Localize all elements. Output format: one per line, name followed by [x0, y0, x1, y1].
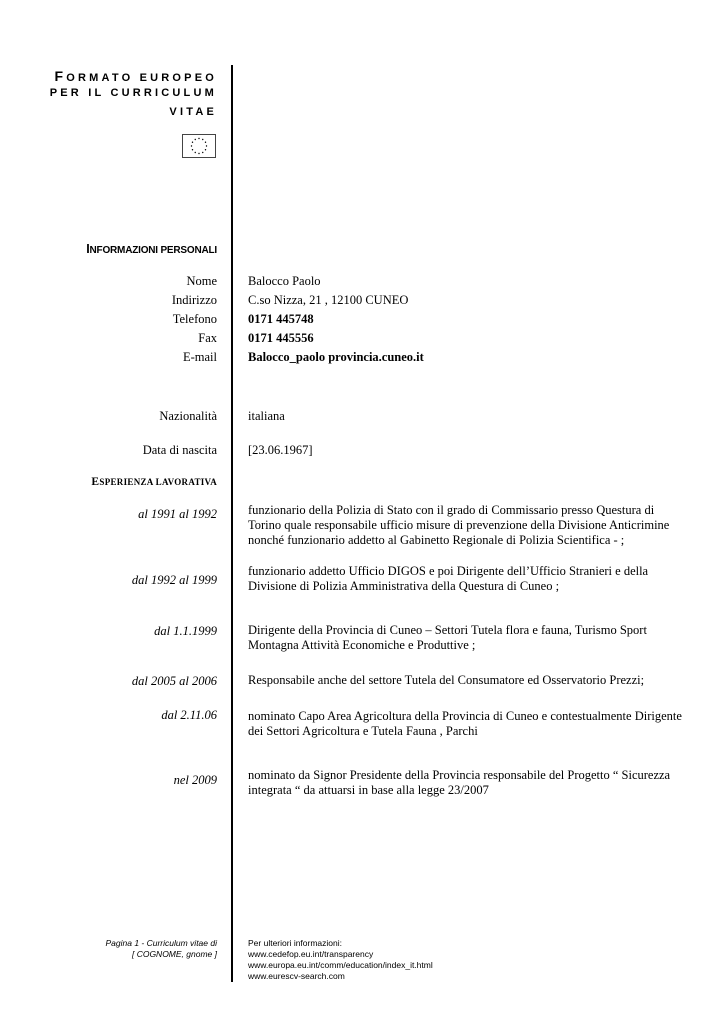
section-work-experience: ESPERIENZA LAVORATIVA [91, 476, 217, 488]
footer-link-europa[interactable]: www.europa.eu.int/comm/education/index_it.html [248, 960, 433, 970]
value-nazionalita: italiana [248, 409, 285, 423]
eu-star-icon [192, 142, 193, 143]
label-data-nascita: Data di nascita [142, 443, 217, 457]
label-email: E-mail [182, 350, 217, 364]
eu-star-icon [198, 138, 199, 139]
eu-star-icon [195, 139, 196, 140]
experience-description: funzionario addetto Ufficio DIGOS e poi Dirigente dell’Ufficio Stranieri e della Divisione di Polizia Amministrativa della Questura di Cuneo ; [248, 564, 649, 593]
footer-links [248, 938, 433, 982]
cv-title-line-3: VITAE [169, 106, 217, 118]
footer-name-placeholder: [ COGNOME, gnome ] [131, 949, 217, 959]
eu-star-icon [198, 153, 199, 154]
footer-page-info [106, 938, 218, 960]
experience-period: nel 2009 [173, 773, 217, 787]
experience-description: funzionario della Polizia di Stato con il grado di Commissario presso Questura di Torino quale responsabile ufficio misure di prevenzione della Divisione Anticrimine nonché funzionario addetto al Gabinetto Regionale di Polizia Scientifica - ; [248, 503, 670, 547]
experience-description: Responsabile anche del settore Tutela del Consumatore ed Osservatorio Prezzi; [248, 673, 645, 687]
eu-star-icon [192, 149, 193, 150]
eu-flag-logo [182, 134, 216, 158]
experience-period: dal 1.1.1999 [154, 624, 217, 638]
eu-star-icon [205, 142, 206, 143]
experience-period: dal 2005 al 2006 [131, 674, 217, 688]
value-indirizzo: C.so Nizza, 21 , 12100 CUNEO [248, 293, 409, 307]
experience-period: al 1991 al 1992 [138, 507, 217, 521]
section-personal-info: INFORMAZIONI PERSONALI [86, 242, 217, 256]
footer-link-cedefop[interactable]: www.cedefop.eu.int/transparency [248, 949, 374, 959]
value-email: Balocco_paolo provincia.cuneo.it [248, 350, 424, 364]
experience-description: nominato da Signor Presidente della Provincia responsabile del Progetto “ Sicurezza integrata “ da attuarsi in base alla legge 23/2007 [248, 768, 671, 797]
eu-star-icon [205, 149, 206, 150]
eu-star-icon [206, 145, 207, 146]
eu-stars-icon [183, 135, 215, 157]
footer-page-label: Pagina 1 - Curriculum vitae di [105, 938, 217, 948]
eu-star-icon [202, 152, 203, 153]
label-nazionalita: Nazionalità [159, 409, 217, 423]
experience-description: nominato Capo Area Agricoltura della Provincia di Cuneo e contestualmente Dirigente dei Settori Agricoltura e Tutela Fauna , Parchi [248, 709, 682, 738]
cv-title-line-1: FORMATO EUROPEO [54, 68, 217, 84]
eu-star-icon [191, 145, 192, 146]
vertical-divider [231, 65, 233, 982]
experience-period: dal 1992 al 1999 [131, 573, 217, 587]
footer-link-eurescv[interactable]: www.eurescv-search.com [248, 971, 345, 981]
label-nome: Nome [186, 274, 217, 288]
eu-star-icon [202, 139, 203, 140]
value-fax: 0171 445556 [248, 331, 314, 345]
experience-description: Dirigente della Provincia di Cuneo – Settori Tutela flora e fauna, Turismo Sport Montagna Attività Economiche e Produttive ; [248, 623, 647, 652]
label-fax: Fax [198, 331, 217, 345]
label-telefono: Telefono [172, 312, 217, 326]
cv-title-line-2: PER IL CURRICULUM [49, 87, 217, 99]
eu-star-icon [195, 152, 196, 153]
value-telefono: 0171 445748 [248, 312, 314, 326]
value-data-nascita: [23.06.1967] [248, 443, 313, 457]
label-indirizzo: Indirizzo [171, 293, 217, 307]
footer-info-label: Per ulteriori informazioni: [248, 938, 343, 948]
experience-period: dal 2.11.06 [161, 708, 217, 722]
value-nome: Balocco Paolo [248, 274, 321, 288]
